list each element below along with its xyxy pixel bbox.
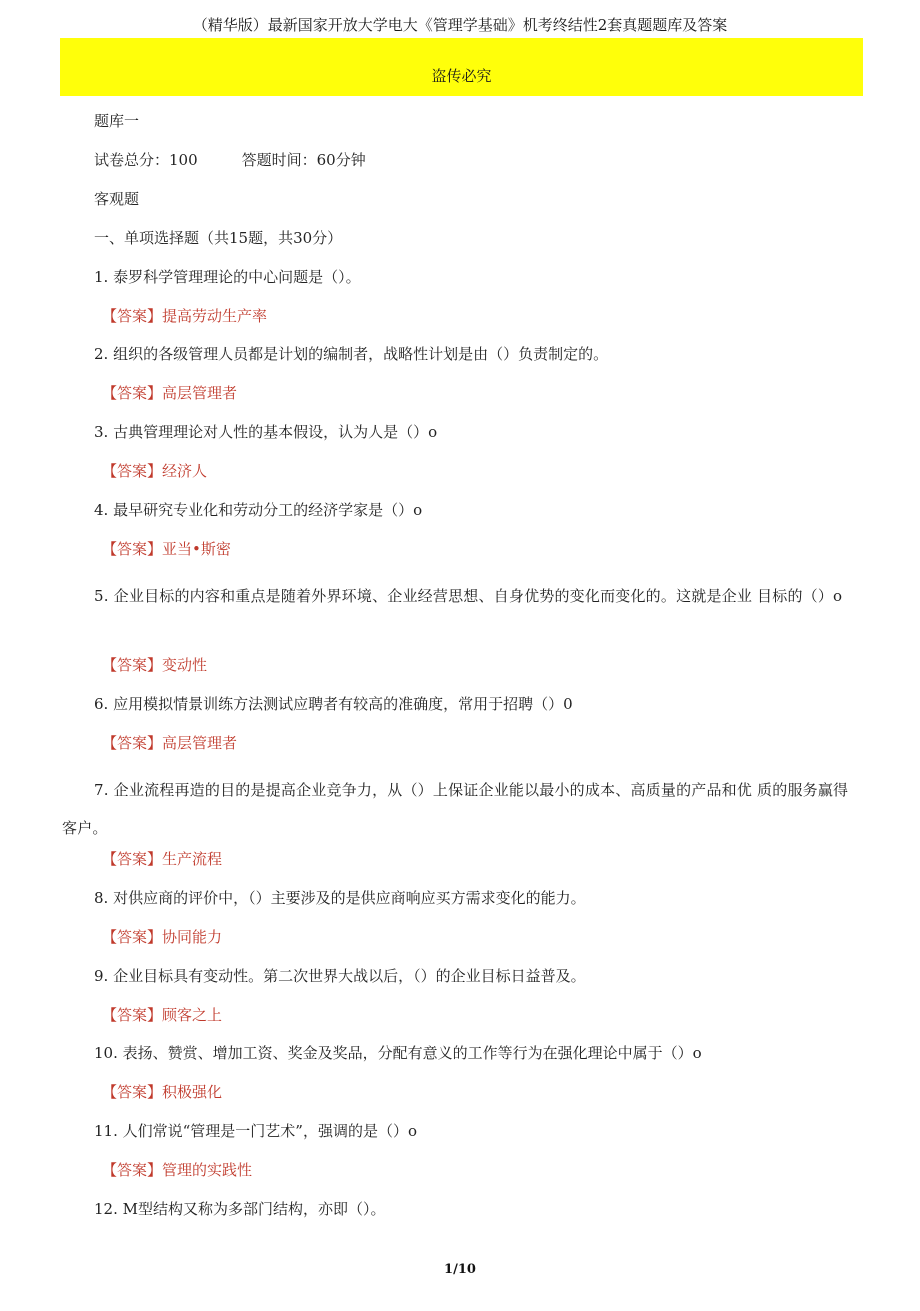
question-2: 2. 组织的各级管理人员都是计划的编制者，战略性计划是由（）负责制定的。 [94, 345, 609, 363]
total-score: 试卷总分：100 [94, 151, 198, 169]
answer-8: 【答案】协同能力 [102, 928, 223, 946]
bank-title: 题库一 [94, 112, 140, 130]
question-12: 12. M型结构又称为多部门结构，亦即（）。 [94, 1200, 386, 1218]
answer-5: 【答案】变动性 [102, 656, 208, 674]
page-number: 1/10 [444, 1262, 476, 1277]
answer-1: 【答案】提高劳动生产率 [102, 307, 268, 325]
question-6: 6. 应用模拟情景训练方法测试应聘者有较高的准确度，常用于招聘（）0 [94, 695, 573, 713]
question-5: 5. 企业目标的内容和重点是随着外界环境、企业经营思想、自身优势的变化而变化的。这就是企业 目标的（）o [94, 587, 843, 605]
answer-6: 【答案】高层管理者 [102, 734, 238, 752]
exam-meta [94, 150, 366, 170]
question-9: 9. 企业目标具有变动性。第二次世界大战以后，（）的企业目标日益普及。 [94, 967, 586, 985]
question-10: 10. 表扬、赞赏、增加工资、奖金及奖品，分配有意义的工作等行为在强化理论中属于（）o [94, 1044, 702, 1062]
answer-10: 【答案】积极强化 [102, 1083, 223, 1101]
banner-text: 盗传必究 [431, 67, 492, 85]
answer-7: 【答案】生产流程 [102, 850, 223, 868]
question-1: 1. 泰罗科学管理理论的中心问题是（）。 [94, 268, 361, 286]
banner [60, 38, 863, 96]
question-3: 3. 古典管理理论对人性的基本假设，认为人是（）o [94, 423, 438, 441]
answer-9: 【答案】顾客之上 [102, 1006, 223, 1024]
answer-4: 【答案】亚当•斯密 [102, 540, 231, 558]
part-title: 一、单项选择题（共15题，共30分） [94, 229, 343, 247]
section-title: 客观题 [94, 190, 140, 208]
question-8: 8. 对供应商的评价中，（）主要涉及的是供应商响应买方需求变化的能力。 [94, 889, 586, 907]
answer-2: 【答案】高层管理者 [102, 384, 238, 402]
question-4: 4. 最早研究专业化和劳动分工的经济学家是（）o [94, 501, 423, 519]
question-11: 11. 人们常说“管理是一门艺术”，强调的是（）o [94, 1122, 417, 1140]
document-title: （精华版）最新国家开放大学电大《管理学基础》机考终结性2套真题题库及答案 [192, 16, 728, 34]
answer-3: 【答案】经济人 [102, 462, 208, 480]
answer-11: 【答案】管理的实践性 [102, 1161, 253, 1179]
exam-time: 答题时间：60分钟 [241, 151, 366, 169]
question-7: 7. 企业流程再造的目的是提高企业竞争力，从（）上保证企业能以最小的成本、高质量的产品和优 质的服务赢得客户。 [62, 781, 849, 837]
